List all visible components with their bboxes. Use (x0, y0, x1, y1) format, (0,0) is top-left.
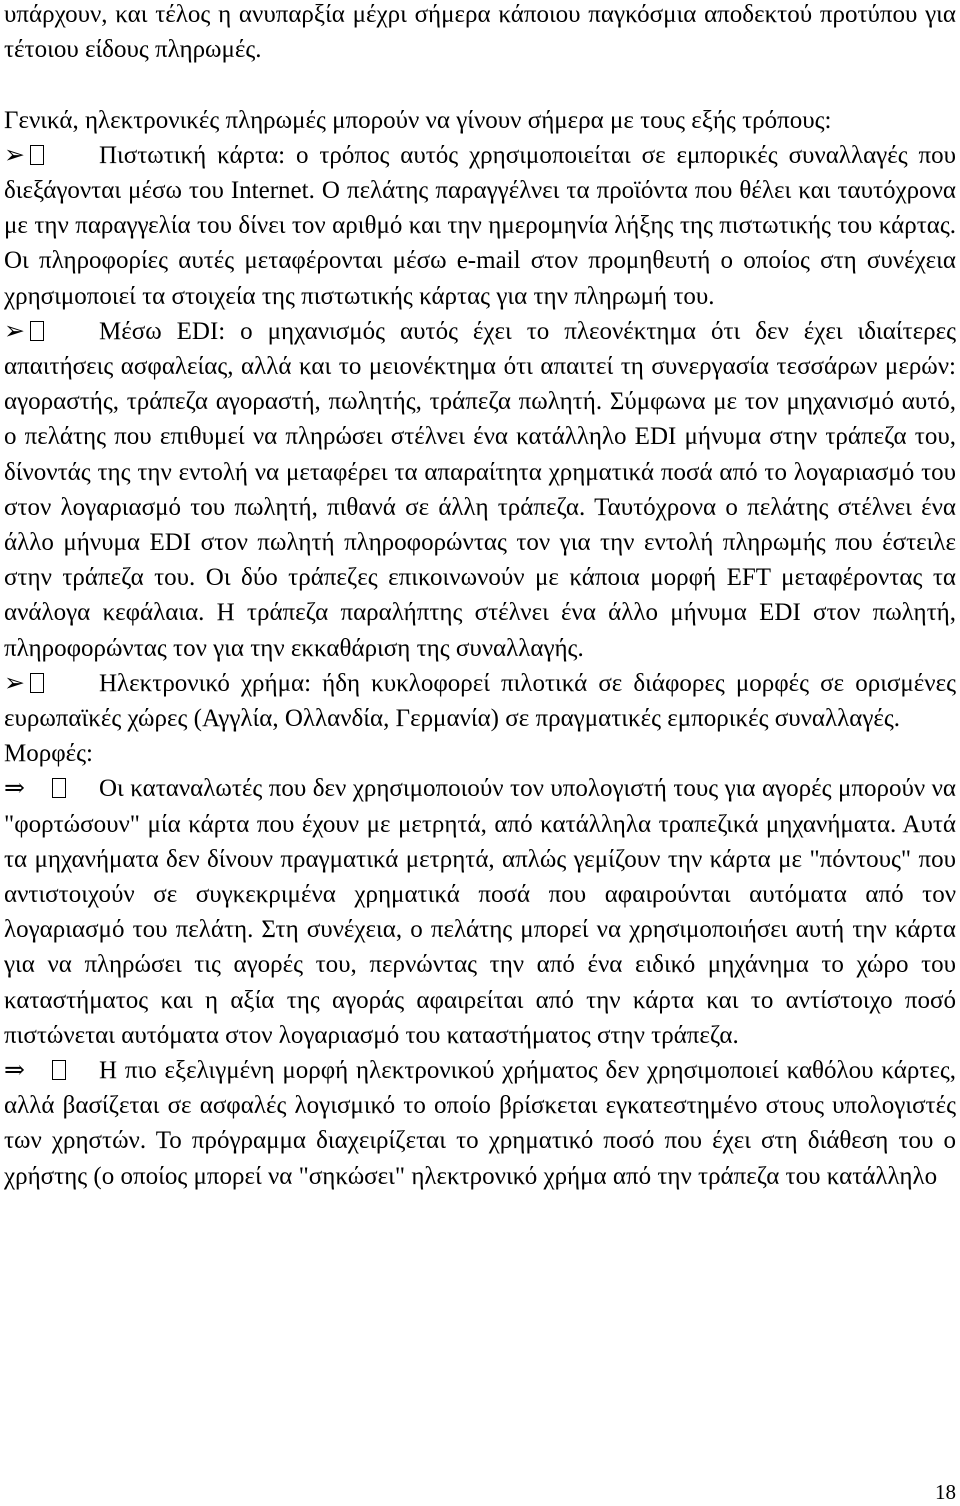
missing-glyph-box-icon (30, 321, 44, 341)
list-item-edi (4, 314, 956, 666)
missing-glyph-box-icon (30, 673, 44, 693)
sub-item-smart-card (4, 771, 956, 1053)
arrowhead-bullet-icon: ➢ (4, 669, 25, 697)
document-body (4, 0, 956, 1194)
bullet-marker (4, 138, 99, 173)
paragraph-payment-methods: Γενικά, ηλεκτρονικές πληρωμές μπορούν να γίνουν σήμερα με τους εξής τρόπους: (4, 106, 832, 134)
forms-label: Μορφές: (4, 740, 93, 768)
list-item-electronic-money (4, 666, 956, 736)
arrowhead-bullet-icon: ➢ (4, 141, 25, 169)
list-item-edi-text: Μέσω EDI: ο μηχανισμός αυτός έχει το πλεονέκτημα ότι δεν έχει ιδιαίτερες απαιτήσεις ασφαλείας, αλλά και το μειονέκτημα ότι απαιτεί τη συνεργασία τεσσάρων μερών: αγοραστής, τράπεζα αγοραστή, πωλητής, τράπεζα πωλητή. Σύμφωνα με τον μηχανισμό αυτό, ο πελάτης που επιθυμεί να πληρώσει στέλνει ένα κατάλληλο EDI μήνυμα στην τράπεζα του, δίνοντάς της την εντολή να μεταφέρει τα απαραίτητα χρηματικά ποσά από το λογαριασμό του στον λογαριασμό του πωλητή, πιθανά σε άλλη τράπεζα. Ταυτόχρονα ο πελάτης στέλνει ένα άλλο μήνυμα EDI στον πωλητή πληροφορώντας τον για την εντολή πληρωμής που έστειλε στην τράπεζα του. Οι δύο τράπεζες επικοινωνούν με κάποια μορφή EFT μεταφέροντας τα ανάλογα κεφάλαια. Η τράπεζα παραλήπτης στέλνει ένα άλλο μήνυμα EDI στον πωλητή, πληροφορώντας τον για την εκκαθάριση της συναλλαγής. (4, 317, 956, 662)
double-arrow-icon: ⇒ (4, 775, 25, 803)
missing-glyph-box-icon (52, 1060, 66, 1080)
missing-glyph-box-icon (52, 778, 66, 798)
bullet-marker (4, 314, 99, 349)
missing-glyph-box-icon (30, 145, 44, 165)
list-item-electronic-money-text: Ηλεκτρονικό χρήμα: ήδη κυκλοφορεί πιλοτικά σε διάφορες μορφές σε ορισμένες ευρωπαϊκές χώρες (Αγγλία, Ολλανδία, Γερμανία) σε πραγματικές εμπορικές συναλλαγές. (4, 669, 956, 733)
page-number: 18 (935, 1480, 956, 1504)
sub-item-smart-card-text: Οι καταναλωτές που δεν χρησιμοποιούν τον υπολογιστή τους για αγορές μπορούν να "φορτώσουν" μία κάρτα που έχουν με μετρητά, από κατάλληλα τραπεζικά μηχανήματα. Αυτά τα μηχανήματα δεν δίνουν πραγματικά μετρητά, απλώς γεμίζουν την κάρτα με "πόντους" που αντιστοιχούν σε συγκεκριμένα χρηματικά ποσά που αφαιρούνται αυτόματα από τον λογαριασμό του πελάτη. Στη συνέχεια, ο πελάτης μπορεί να χρησιμοποιήσει αυτή την κάρτα για να πληρώσει τις αγορές του, περνώντας την από ένα ειδικό μηχάνημα το χώρο του καταστήματος και η αξία της αγοράς αφαιρείται από την κάρτα και το αντίστοιχο ποσό πιστώνεται αυτόματα στον λογαριασμό του καταστήματος στην τράπεζα. (4, 775, 956, 1049)
double-arrow-icon: ⇒ (4, 1057, 25, 1085)
sub-item-software-money (4, 1053, 956, 1194)
list-item-credit-card (4, 138, 956, 314)
paragraph-intro-continuation: υπάρχουν, και τέλος η ανυπαρξία μέχρι σήμερα κάποιου παγκόσμια αποδεκτού προτύπου για τέτοιου είδους πληρωμές. (4, 1, 956, 64)
sub-item-software-money-text: Η πιο εξελιγμένη μορφή ηλεκτρονικού χρήματος δεν χρησιμοποιεί καθόλου κάρτες, αλλά βασίζεται σε ασφαλές λογισμικό το οποίο βρίσκεται εγκατεστημένο στους υπολογιστές των χρηστών. Το πρόγραμμα διαχειρίζεται το χρηματικό ποσό που έχει στη διάθεση του ο χρήστης (ο οποίος μπορεί να "σηκώσει" ηλεκτρονικό χρήμα από την τράπεζα του κατάλληλο (4, 1057, 956, 1190)
arrowhead-bullet-icon: ➢ (4, 317, 25, 345)
list-item-credit-card-text: Πιστωτική κάρτα: ο τρόπος αυτός χρησιμοποιείται σε εμπορικές συναλλαγές που διεξάγονται μέσω του Internet. Ο πελάτης παραγγέλνει τα προϊόντα που θέλει και ταυτόχρονα με την παραγγελία του δίνει τον αριθμό και την ημερομηνία λήξης της πιστωτικής του κάρτας. Οι πληροφορίες αυτές μεταφέρονται μέσω e-mail στον προμηθευτή ο οποίος στη συνέχεια χρησιμοποιεί τα στοιχεία της πιστωτικής κάρτας για την πληρωμή του. (4, 141, 956, 310)
paragraph-spacer (4, 67, 956, 102)
bullet-marker (4, 666, 99, 701)
sub-bullet-marker (4, 771, 99, 806)
sub-bullet-marker (4, 1053, 99, 1088)
